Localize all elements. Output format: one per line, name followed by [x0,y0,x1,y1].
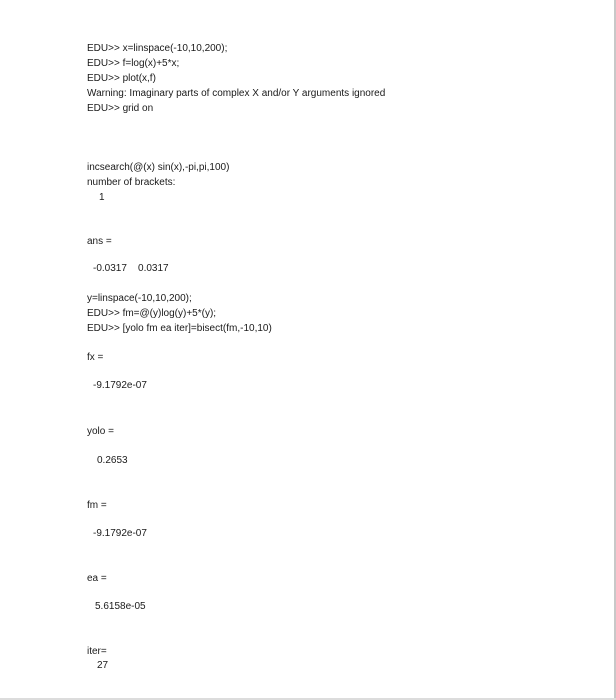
fx-label: fx = [87,352,104,363]
command-line-bisect: EDU>> [yolo fm ea iter]=bisect(fm,-10,10) [87,323,272,334]
incsearch-command: incsearch(@(x) sin(x),-pi,pi,100) [87,162,230,173]
ans-label: ans = [87,236,112,247]
command-line-define-fm: EDU>> fm=@(y)log(y)+5*(y); [87,308,217,319]
iter-value: 27 [97,660,109,671]
brackets-label: number of brackets: [87,177,176,188]
command-line-define-f: EDU>> f=log(x)+5*x; [87,58,180,69]
fx-value: -9.1792e-07 [93,380,147,391]
fm-value: -9.1792e-07 [93,528,147,539]
iter-label: iter= [87,646,107,657]
yolo-label: yolo = [87,426,114,437]
fm-label: fm = [87,500,107,511]
ea-label: ea = [87,573,107,584]
command-line-linspace-y: y=linspace(-10,10,200); [87,293,192,304]
command-line-plot: EDU>> plot(x,f) [87,73,156,84]
ea-value: 5.6158e-05 [95,601,146,612]
command-line-linspace-x: EDU>> x=linspace(-10,10,200); [87,43,228,54]
command-line-grid: EDU>> grid on [87,103,154,114]
warning-message: Warning: Imaginary parts of complex X and/or Y arguments ignored [87,88,386,99]
yolo-value: 0.2653 [97,455,128,466]
brackets-value: 1 [99,192,105,203]
ans-values: -0.0317 0.0317 [93,263,169,274]
